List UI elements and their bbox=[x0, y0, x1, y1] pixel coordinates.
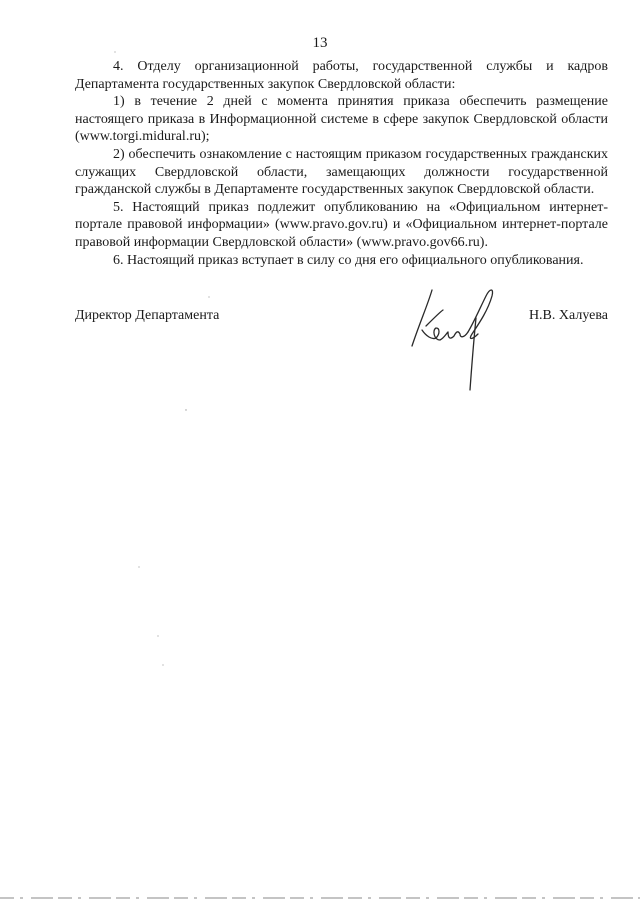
scan-bottom-edge bbox=[0, 891, 640, 905]
page-number: 13 bbox=[312, 35, 328, 51]
signature-block bbox=[75, 308, 608, 328]
signer-position: Директор Департамента bbox=[75, 308, 220, 323]
paragraph-subitem-2: 2) обеспечить ознакомление с настоящим приказом государственных гражданских служащих Свердловской области, замещающих должности государственной гражданской службы в Департаменте государственных закупок Свердловской области. bbox=[75, 146, 608, 198]
signer-name: Н.В. Халуева bbox=[528, 308, 608, 323]
paragraph-item-4: 4. Отделу организационной работы, государственной службы и кадров Департамента государственных закупок Свердловской области: bbox=[75, 59, 608, 92]
paragraph-subitem-1: 1) в течение 2 дней с момента принятия приказа обеспечить размещение настоящего приказа в Информационной системе в сфере закупок Свердловской области (www.torgi.midural.ru); bbox=[75, 94, 608, 145]
order-body bbox=[75, 58, 608, 269]
paragraph-item-6: 6. Настоящий приказ вступает в силу со дня его официального опубликования. bbox=[113, 252, 584, 268]
handwritten-signature bbox=[402, 282, 502, 394]
paragraph-item-5: 5. Настоящий приказ подлежит опубликованию на «Официальном интернет-портале правовой информации» (www.pravo.gov.ru) и «Официальном интернет-портале правовой информации Свердловской области» (www.pravo.gov66.ru). bbox=[75, 199, 608, 250]
